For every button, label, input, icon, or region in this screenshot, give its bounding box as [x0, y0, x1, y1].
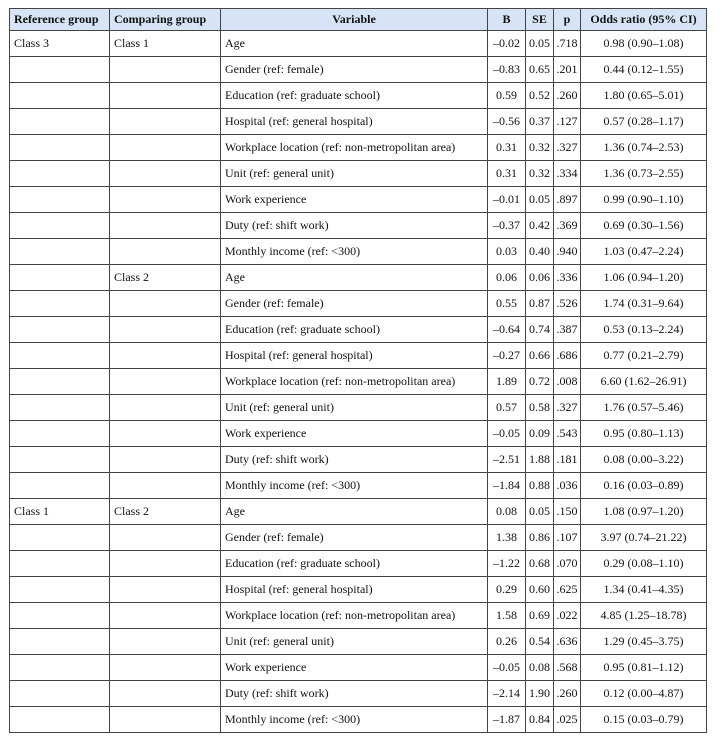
p-cell: .625: [554, 577, 581, 603]
se-cell: 0.52: [526, 83, 554, 109]
table-container: [9, 8, 707, 733]
b-cell: 0.03: [488, 239, 526, 265]
p-cell: .636: [554, 629, 581, 655]
variable-cell: Gender (ref: female): [221, 291, 488, 317]
table-row: [10, 577, 707, 603]
p-cell: .150: [554, 499, 581, 525]
se-cell: 0.88: [526, 473, 554, 499]
se-cell: 0.32: [526, 135, 554, 161]
header-variable: Variable: [221, 9, 488, 31]
b-cell: 0.29: [488, 577, 526, 603]
se-cell: 0.58: [526, 395, 554, 421]
b-cell: –0.05: [488, 655, 526, 681]
reference-group-cell: [10, 525, 110, 551]
comparing-group-cell: [110, 213, 221, 239]
comparing-group-cell: [110, 161, 221, 187]
table-row: [10, 135, 707, 161]
p-cell: .327: [554, 395, 581, 421]
p-cell: .181: [554, 447, 581, 473]
se-cell: 0.68: [526, 551, 554, 577]
comparing-group-cell: [110, 187, 221, 213]
reference-group-cell: [10, 135, 110, 161]
reference-group-cell: [10, 369, 110, 395]
variable-cell: Age: [221, 31, 488, 57]
variable-cell: Age: [221, 265, 488, 291]
reference-group-cell: [10, 265, 110, 291]
odds-ratio-cell: 1.29 (0.45–3.75): [581, 629, 707, 655]
b-cell: –0.64: [488, 317, 526, 343]
b-cell: –0.27: [488, 343, 526, 369]
table-row: [10, 499, 707, 525]
comparing-group-cell: [110, 551, 221, 577]
reference-group-cell: [10, 395, 110, 421]
odds-ratio-cell: 0.57 (0.28–1.17): [581, 109, 707, 135]
comparing-group-cell: [110, 343, 221, 369]
b-cell: –1.22: [488, 551, 526, 577]
variable-cell: Work experience: [221, 421, 488, 447]
table-row: [10, 213, 707, 239]
reference-group-cell: [10, 421, 110, 447]
odds-ratio-cell: 1.03 (0.47–2.24): [581, 239, 707, 265]
odds-ratio-cell: 1.36 (0.74–2.53): [581, 135, 707, 161]
p-cell: .070: [554, 551, 581, 577]
se-cell: 1.90: [526, 681, 554, 707]
table-row: [10, 31, 707, 57]
odds-ratio-cell: 0.08 (0.00–3.22): [581, 447, 707, 473]
odds-ratio-cell: 0.95 (0.80–1.13): [581, 421, 707, 447]
reference-group-cell: [10, 83, 110, 109]
reference-group-cell: [10, 629, 110, 655]
table-row: [10, 551, 707, 577]
odds-ratio-cell: 6.60 (1.62–26.91): [581, 369, 707, 395]
table-row: [10, 369, 707, 395]
table-row: [10, 473, 707, 499]
p-cell: .260: [554, 681, 581, 707]
table-row: [10, 707, 707, 733]
reference-group-cell: [10, 291, 110, 317]
se-cell: 0.72: [526, 369, 554, 395]
variable-cell: Unit (ref: general unit): [221, 161, 488, 187]
header-comparing-group: Comparing group: [110, 9, 221, 31]
b-cell: 1.38: [488, 525, 526, 551]
b-cell: –0.56: [488, 109, 526, 135]
p-cell: .260: [554, 83, 581, 109]
table-row: [10, 447, 707, 473]
p-cell: .897: [554, 187, 581, 213]
table-row: [10, 109, 707, 135]
variable-cell: Work experience: [221, 655, 488, 681]
p-cell: .718: [554, 31, 581, 57]
p-cell: .543: [554, 421, 581, 447]
se-cell: 0.32: [526, 161, 554, 187]
reference-group-cell: [10, 551, 110, 577]
reference-group-cell: [10, 473, 110, 499]
p-cell: .107: [554, 525, 581, 551]
header-row: [10, 9, 707, 31]
comparing-group-cell: [110, 83, 221, 109]
se-cell: 0.05: [526, 31, 554, 57]
p-cell: .201: [554, 57, 581, 83]
odds-ratio-cell: 1.06 (0.94–1.20): [581, 265, 707, 291]
odds-ratio-cell: 0.53 (0.13–2.24): [581, 317, 707, 343]
p-cell: .940: [554, 239, 581, 265]
se-cell: 0.40: [526, 239, 554, 265]
odds-ratio-cell: 4.85 (1.25–18.78): [581, 603, 707, 629]
comparing-group-cell: [110, 57, 221, 83]
b-cell: –0.02: [488, 31, 526, 57]
reference-group-cell: Class 1: [10, 499, 110, 525]
header-reference-group: Reference group: [10, 9, 110, 31]
header-b: B: [488, 9, 526, 31]
odds-ratio-cell: 1.80 (0.65–5.01): [581, 83, 707, 109]
table-row: [10, 603, 707, 629]
variable-cell: Gender (ref: female): [221, 525, 488, 551]
header-se: SE: [526, 9, 554, 31]
b-cell: 0.31: [488, 135, 526, 161]
p-cell: .327: [554, 135, 581, 161]
p-cell: .025: [554, 707, 581, 733]
variable-cell: Hospital (ref: general hospital): [221, 577, 488, 603]
table-row: [10, 655, 707, 681]
b-cell: 0.55: [488, 291, 526, 317]
se-cell: 0.37: [526, 109, 554, 135]
reference-group-cell: [10, 109, 110, 135]
comparing-group-cell: [110, 603, 221, 629]
reference-group-cell: [10, 681, 110, 707]
table-row: [10, 83, 707, 109]
odds-ratio-cell: 1.34 (0.41–4.35): [581, 577, 707, 603]
variable-cell: Unit (ref: general unit): [221, 395, 488, 421]
b-cell: 0.08: [488, 499, 526, 525]
b-cell: 0.59: [488, 83, 526, 109]
b-cell: 0.26: [488, 629, 526, 655]
odds-ratio-cell: 0.15 (0.03–0.79): [581, 707, 707, 733]
b-cell: –1.84: [488, 473, 526, 499]
comparing-group-cell: Class 2: [110, 265, 221, 291]
table-row: [10, 681, 707, 707]
comparing-group-cell: [110, 447, 221, 473]
p-cell: .008: [554, 369, 581, 395]
comparing-group-cell: [110, 239, 221, 265]
variable-cell: Education (ref: graduate school): [221, 551, 488, 577]
se-cell: 0.86: [526, 525, 554, 551]
table-row: [10, 343, 707, 369]
odds-ratio-cell: 3.97 (0.74–21.22): [581, 525, 707, 551]
reference-group-cell: [10, 343, 110, 369]
variable-cell: Duty (ref: shift work): [221, 213, 488, 239]
variable-cell: Workplace location (ref: non-metropolitan area): [221, 135, 488, 161]
se-cell: 0.05: [526, 499, 554, 525]
comparing-group-cell: [110, 577, 221, 603]
odds-ratio-cell: 0.95 (0.81–1.12): [581, 655, 707, 681]
variable-cell: Monthly income (ref: <300): [221, 473, 488, 499]
se-cell: 0.65: [526, 57, 554, 83]
se-cell: 0.74: [526, 317, 554, 343]
se-cell: 0.08: [526, 655, 554, 681]
variable-cell: Education (ref: graduate school): [221, 83, 488, 109]
variable-cell: Monthly income (ref: <300): [221, 707, 488, 733]
se-cell: 0.87: [526, 291, 554, 317]
comparing-group-cell: [110, 395, 221, 421]
b-cell: –0.01: [488, 187, 526, 213]
reference-group-cell: [10, 655, 110, 681]
comparing-group-cell: [110, 369, 221, 395]
table-row: [10, 421, 707, 447]
comparing-group-cell: [110, 655, 221, 681]
odds-ratio-cell: 0.16 (0.03–0.89): [581, 473, 707, 499]
variable-cell: Workplace location (ref: non-metropolitan area): [221, 369, 488, 395]
table-row: [10, 291, 707, 317]
p-cell: .526: [554, 291, 581, 317]
odds-ratio-cell: 0.69 (0.30–1.56): [581, 213, 707, 239]
comparing-group-cell: [110, 707, 221, 733]
comparing-group-cell: [110, 473, 221, 499]
reference-group-cell: [10, 187, 110, 213]
table-row: [10, 395, 707, 421]
reference-group-cell: [10, 239, 110, 265]
variable-cell: Hospital (ref: general hospital): [221, 109, 488, 135]
p-cell: .127: [554, 109, 581, 135]
table-body: [10, 31, 707, 733]
b-cell: 0.06: [488, 265, 526, 291]
se-cell: 0.69: [526, 603, 554, 629]
se-cell: 0.60: [526, 577, 554, 603]
b-cell: –2.14: [488, 681, 526, 707]
se-cell: 0.06: [526, 265, 554, 291]
variable-cell: Hospital (ref: general hospital): [221, 343, 488, 369]
reference-group-cell: [10, 707, 110, 733]
reference-group-cell: [10, 317, 110, 343]
comparing-group-cell: [110, 291, 221, 317]
p-cell: .568: [554, 655, 581, 681]
se-cell: 0.05: [526, 187, 554, 213]
table-row: [10, 265, 707, 291]
odds-ratio-cell: 0.29 (0.08–1.10): [581, 551, 707, 577]
variable-cell: Duty (ref: shift work): [221, 681, 488, 707]
b-cell: –0.83: [488, 57, 526, 83]
odds-ratio-cell: 1.08 (0.97–1.20): [581, 499, 707, 525]
p-cell: .022: [554, 603, 581, 629]
header-p: p: [554, 9, 581, 31]
b-cell: –0.05: [488, 421, 526, 447]
p-cell: .686: [554, 343, 581, 369]
variable-cell: Gender (ref: female): [221, 57, 488, 83]
se-cell: 0.84: [526, 707, 554, 733]
b-cell: 1.89: [488, 369, 526, 395]
comparing-group-cell: [110, 525, 221, 551]
comparing-group-cell: [110, 135, 221, 161]
header-odds-ratio: Odds ratio (95% CI): [581, 9, 707, 31]
comparing-group-cell: [110, 109, 221, 135]
se-cell: 0.42: [526, 213, 554, 239]
p-cell: .387: [554, 317, 581, 343]
table-row: [10, 317, 707, 343]
variable-cell: Duty (ref: shift work): [221, 447, 488, 473]
b-cell: –1.87: [488, 707, 526, 733]
p-cell: .334: [554, 161, 581, 187]
regression-table: [9, 8, 707, 733]
odds-ratio-cell: 0.44 (0.12–1.55): [581, 57, 707, 83]
reference-group-cell: [10, 161, 110, 187]
se-cell: 0.54: [526, 629, 554, 655]
reference-group-cell: [10, 213, 110, 239]
comparing-group-cell: [110, 681, 221, 707]
comparing-group-cell: [110, 629, 221, 655]
b-cell: 1.58: [488, 603, 526, 629]
odds-ratio-cell: 1.76 (0.57–5.46): [581, 395, 707, 421]
b-cell: 0.31: [488, 161, 526, 187]
variable-cell: Education (ref: graduate school): [221, 317, 488, 343]
reference-group-cell: Class 3: [10, 31, 110, 57]
b-cell: –0.37: [488, 213, 526, 239]
variable-cell: Monthly income (ref: <300): [221, 239, 488, 265]
variable-cell: Work experience: [221, 187, 488, 213]
odds-ratio-cell: 0.98 (0.90–1.08): [581, 31, 707, 57]
reference-group-cell: [10, 603, 110, 629]
table-row: [10, 187, 707, 213]
b-cell: 0.57: [488, 395, 526, 421]
b-cell: –2.51: [488, 447, 526, 473]
table-row: [10, 239, 707, 265]
se-cell: 0.66: [526, 343, 554, 369]
table-row: [10, 161, 707, 187]
comparing-group-cell: [110, 421, 221, 447]
table-row: [10, 629, 707, 655]
comparing-group-cell: Class 1: [110, 31, 221, 57]
p-cell: .369: [554, 213, 581, 239]
odds-ratio-cell: 1.74 (0.31–9.64): [581, 291, 707, 317]
variable-cell: Workplace location (ref: non-metropolitan area): [221, 603, 488, 629]
odds-ratio-cell: 0.99 (0.90–1.10): [581, 187, 707, 213]
reference-group-cell: [10, 57, 110, 83]
odds-ratio-cell: 1.36 (0.73–2.55): [581, 161, 707, 187]
comparing-group-cell: Class 2: [110, 499, 221, 525]
reference-group-cell: [10, 447, 110, 473]
variable-cell: Age: [221, 499, 488, 525]
se-cell: 1.88: [526, 447, 554, 473]
table-row: [10, 525, 707, 551]
p-cell: .036: [554, 473, 581, 499]
odds-ratio-cell: 0.77 (0.21–2.79): [581, 343, 707, 369]
reference-group-cell: [10, 577, 110, 603]
table-row: [10, 57, 707, 83]
p-cell: .336: [554, 265, 581, 291]
odds-ratio-cell: 0.12 (0.00–4.87): [581, 681, 707, 707]
variable-cell: Unit (ref: general unit): [221, 629, 488, 655]
se-cell: 0.09: [526, 421, 554, 447]
comparing-group-cell: [110, 317, 221, 343]
